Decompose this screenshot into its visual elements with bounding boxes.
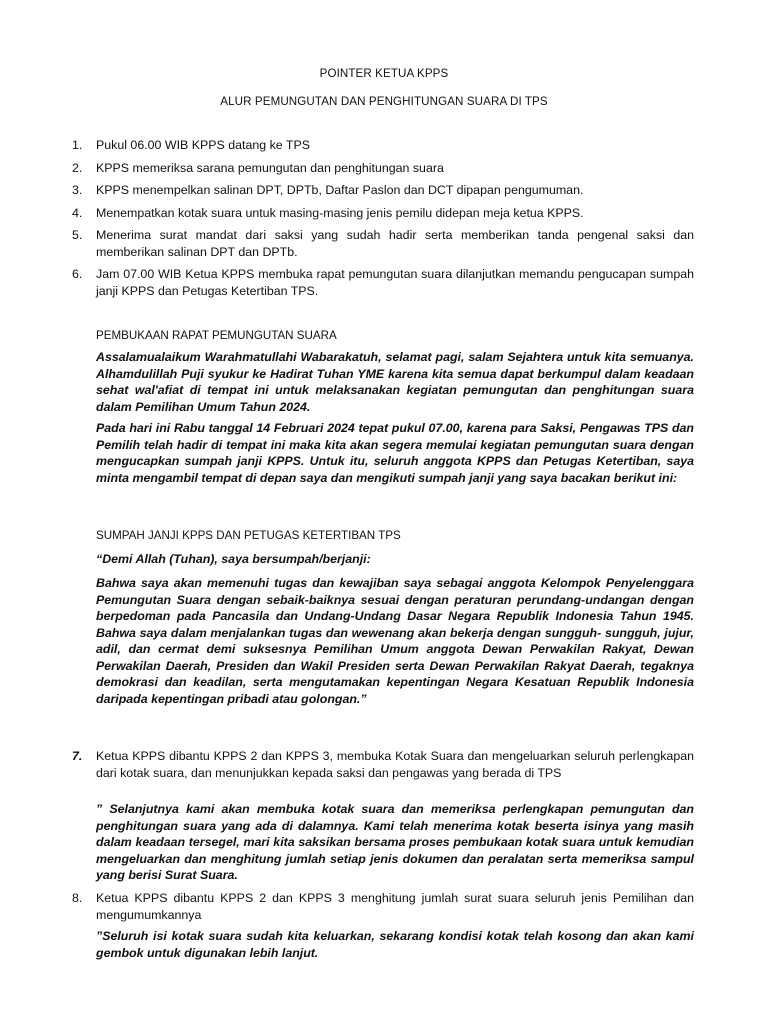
list-item xyxy=(72,890,694,923)
list-number: 8. xyxy=(72,891,83,905)
list-text: Ketua KPPS dibantu KPPS 2 dan KPPS 3 menghitung jumlah surat suara seluruh jenis Pemilihan dan mengumumkannya xyxy=(96,891,694,922)
list-number: 2. xyxy=(72,161,83,175)
list-text: KPPS menempelkan salinan DPT, DPTb, Daftar Paslon dan DCT dipapan pengumuman. xyxy=(96,183,584,197)
list-text: Ketua KPPS dibantu KPPS 2 dan KPPS 3, membuka Kotak Suara dan mengeluarkan seluruh perlengkapan dari kotak suara, dan menunjukkan kepada saksi dan pengawas yang berada di TPS xyxy=(96,749,694,780)
list-item xyxy=(72,160,694,177)
step7-quote: ” Selanjutnya kami akan membuka kotak suara dan memeriksa perlengkapan pemungutan dan penghitungan suara yang ada di dalamnya. Kami telah menerima kotak beserta isinya yang masih dalam keadaan tersegel, mari kita saksikan bersama proses pembukaan kotak suara untuk kemudian mengeluarkan dan menghitung jumlah setiap jenis dokumen dan peralatan serta memeriksa sampul yang berisi Surat Suara. xyxy=(96,802,694,882)
list-item xyxy=(72,137,694,154)
list-text: Menempatkan kotak suara untuk masing-masing jenis pemilu didepan meja ketua KPPS. xyxy=(96,206,584,220)
oath-body: Bahwa saya akan memenuhi tugas dan kewajiban saya sebagai anggota Kelompok Penyelenggara Pemungutan Suara dengan sebaik-baiknya sesuai dengan peraturan perundang-undangan dengan berpedoman pada Pancasila dan Undang-Undang Dasar Negara Republik Indonesia Tahun 1945. Bahwa saya dalam menjalankan tugas dan wewenang akan bekerja dengan sungguh- sungguh, jujur, adil, dan cermat demi suksesnya Pemilihan Umum anggota Dewan Perwakilan Rakyat, Dewan Perwakilan Daerah, Presiden dan Wakil Presiden serta Dewan Perwakilan Rakyat Daerah, tegaknya demokrasi dan keadilan, serta mengutamakan kepentingan Negara Kesatuan Republik Indonesia daripada kepentingan pribadi atau golongan.” xyxy=(96,576,694,706)
list-item xyxy=(72,182,694,199)
list-number: 6. xyxy=(72,267,83,281)
opening-paragraph-date: Pada hari ini Rabu tanggal 14 Februari 2024 tepat pukul 07.00, karena para Saksi, Pengawas TPS dan Pemilih telah hadir di tempat ini maka kita akan segera memulai kegiatan pemungutan suara dengan mengucapkan sumpah janji KPPS. Untuk itu, seluruh anggota KPPS dan Petugas Ketertiban, saya minta mengambil tempat di depan saya dan mengikuti sumpah janji yang saya bacakan berikut ini: xyxy=(96,421,694,485)
list-text: KPPS memeriksa sarana pemungutan dan penghitungan suara xyxy=(96,161,444,175)
section-heading-opening: PEMBUKAAN RAPAT PEMUNGUTAN SUARA xyxy=(96,329,337,342)
list-number: 3. xyxy=(72,183,83,197)
list-item xyxy=(72,748,694,781)
list-text: Menerima surat mandat dari saksi yang sudah hadir serta memberikan tanda pengenal saksi dan memberikan salinan DPT dan DPTb. xyxy=(96,228,694,259)
oath-intro: “Demi Allah (Tuhan), saya bersumpah/berjanji: xyxy=(96,552,371,566)
section-heading-oath: SUMPAH JANJI KPPS DAN PETUGAS KETERTIBAN TPS xyxy=(96,529,401,542)
list-text: Jam 07.00 WIB Ketua KPPS membuka rapat pemungutan suara dilanjutkan memandu pengucapan sumpah janji KPPS dan Petugas Ketertiban TPS. xyxy=(96,267,694,298)
list-number: 5. xyxy=(72,228,83,242)
list-item xyxy=(72,266,694,299)
step8-quote: ”Seluruh isi kotak suara sudah kita keluarkan, sekarang kondisi kotak telah kosong dan akan kami gembok untuk digunakan lebih lanjut. xyxy=(96,929,694,960)
list-text: Pukul 06.00 WIB KPPS datang ke TPS xyxy=(96,138,310,152)
list-number: 4. xyxy=(72,206,83,220)
list-item xyxy=(72,205,694,222)
doc-title: POINTER KETUA KPPS xyxy=(319,67,449,80)
list-number: 1. xyxy=(72,138,83,152)
doc-subtitle: ALUR PEMUNGUTAN DAN PENGHITUNGAN SUARA DI TPS xyxy=(220,95,548,108)
list-item xyxy=(72,227,694,260)
list-number: 7. xyxy=(72,749,83,763)
opening-paragraph: Assalamualaikum Warahmatullahi Wabarakatuh, selamat pagi, salam Sejahtera untuk kita semuanya. Alhamdulillah Puji syukur ke Hadirat Tuhan YME karena kita semua dapat berkumpul dalam keadaan sehat wal'afiat di tempat ini untuk melaksanakan kegiatan pemungutan dan penghitungan suara dalam Pemilihan Umum Tahun 2024. xyxy=(96,350,694,414)
